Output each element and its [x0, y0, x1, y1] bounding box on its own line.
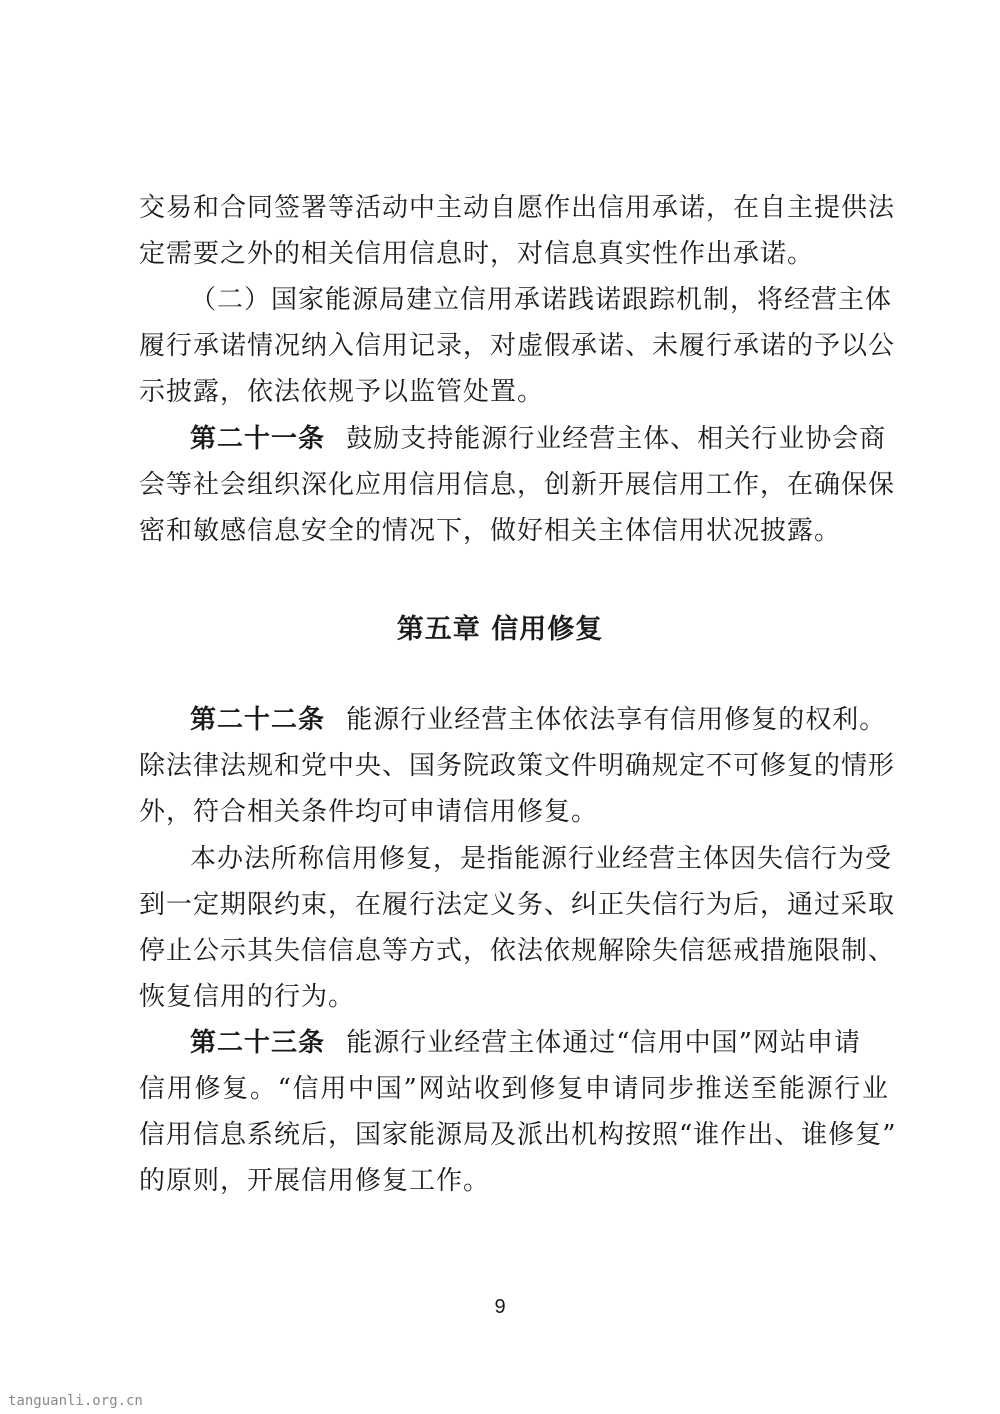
text-line: 定需要之外的相关信用信息时，对信息真实性作出承诺。 — [139, 239, 815, 269]
text-line: 示披露，依法依规予以监管处置。 — [139, 377, 545, 407]
text-line: 会等社会组织深化应用信用信息，创新开展信用工作，在确保保 — [139, 470, 896, 500]
article-21-line — [190, 421, 890, 457]
article-21-text: 鼓励支持能源行业经营主体、相关行业协会商 — [346, 424, 887, 454]
article-22-text: 能源行业经营主体依法享有信用修复的权利。 — [346, 705, 887, 735]
text-line: 履行承诺情况纳入信用记录，对虚假承诺、未履行承诺的予以公 — [139, 331, 896, 361]
article-22-heading: 第二十二条 — [190, 705, 326, 735]
text-line: 的原则，开展信用修复工作。 — [139, 1166, 491, 1196]
article-23-line — [190, 1025, 890, 1061]
text-line: 交易和合同签署等活动中主动自愿作出信用承诺，在自主提供法 — [139, 193, 896, 223]
text-line: 本办法所称信用修复，是指能源行业经营主体因失信行为受 — [190, 844, 893, 874]
text-line: 恢复信用的行为。 — [139, 982, 356, 1012]
text-line: 密和敏感信息安全的情况下，做好相关主体信用状况披露。 — [139, 516, 842, 546]
text-line: 外，符合相关条件均可申请信用修复。 — [139, 797, 599, 827]
article-21-heading: 第二十一条 — [190, 424, 326, 454]
text-line: 到一定期限约束，在履行法定义务、纠正失信行为后，通过采取 — [139, 890, 896, 920]
text-line: 信用信息系统后，国家能源局及派出机构按照“谁作出、谁修复” — [139, 1120, 897, 1150]
text-line: 停止公示其失信信息等方式，依法依规解除失信惩戒措施限制、 — [139, 936, 896, 966]
page-number: 9 — [494, 1296, 506, 1318]
article-22-line — [190, 702, 890, 738]
text-line: 信用修复。“信用中国”网站收到修复申请同步推送至能源行业 — [139, 1074, 889, 1104]
article-23-text: 能源行业经营主体通过“信用中国”网站申请 — [346, 1028, 861, 1058]
article-23-heading: 第二十三条 — [190, 1028, 326, 1058]
text-line: （二）国家能源局建立信用承诺践诺跟踪机制，将经营主体 — [190, 285, 893, 315]
watermark-text: tanguanli.org.cn — [8, 1393, 143, 1409]
text-line: 除法律法规和党中央、国务院政策文件明确规定不可修复的情形 — [139, 751, 896, 781]
chapter-heading: 第五章 信用修复 — [396, 614, 604, 645]
